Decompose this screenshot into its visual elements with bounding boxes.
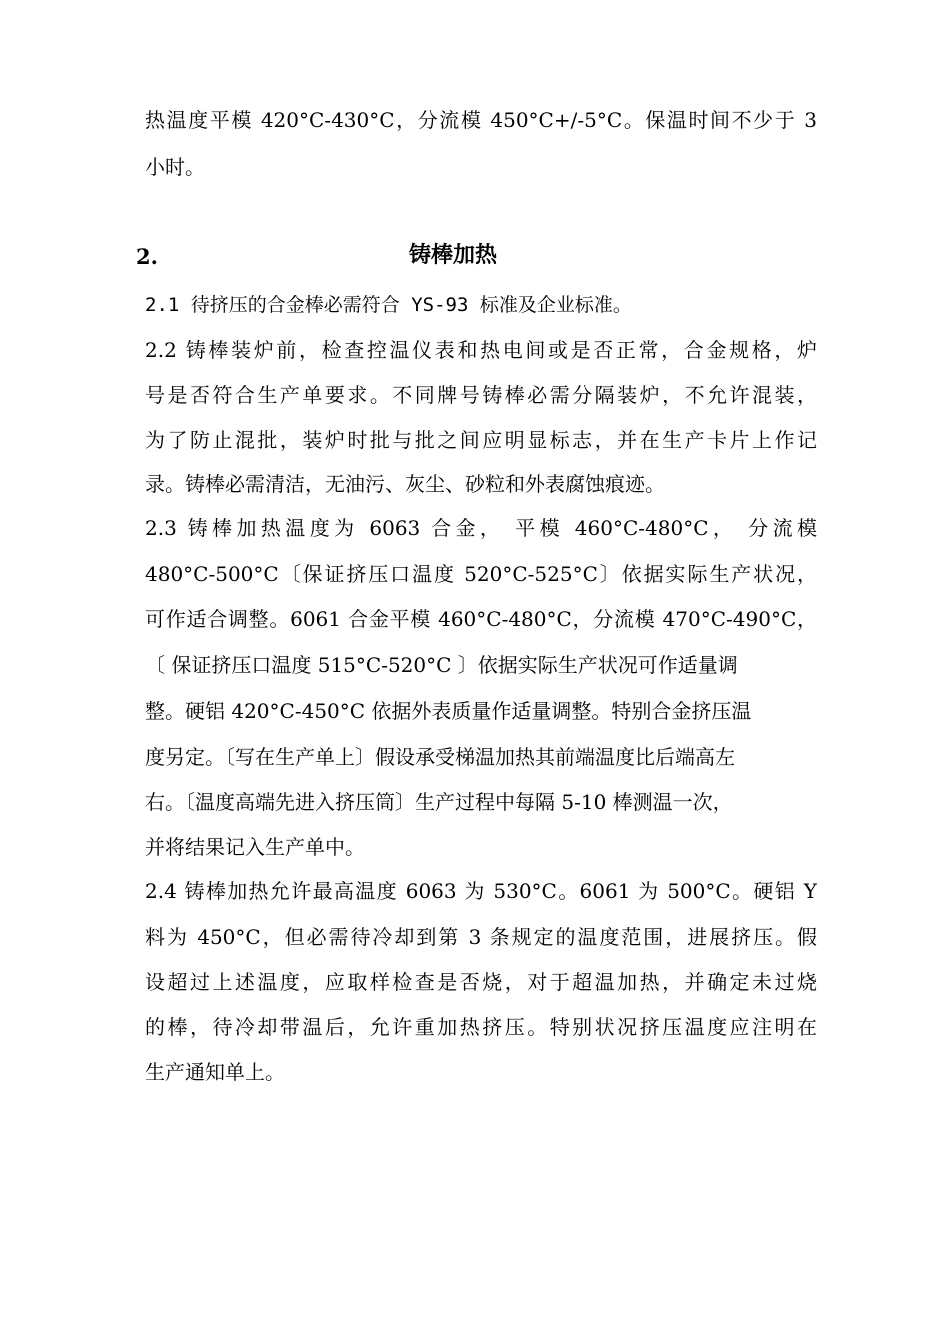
clause-2-2-line-2: 号是否符合生产单要求。不同牌号铸棒必需分隔装炉，不允许混装，: [145, 383, 817, 407]
section-number: 2.: [136, 244, 158, 269]
intro-line-1: 热温度平模 420°C-430°C，分流模 450°C+/-5°C。保温时间不少于 3: [145, 108, 817, 132]
clause-2-2-line-4: 录。铸棒必需清洁，无油污、灰尘、砂粒和外表腐蚀痕迹。: [145, 472, 665, 496]
section-title: 铸棒加热: [409, 243, 498, 268]
clause-2-3-line-6: 度另定。〔写在生产单上〕假设承受梯温加热其前端温度比后端高左: [145, 745, 735, 769]
clause-2-4-line-1: 2.4 铸棒加热允许最高温度 6063 为 530°C。6061 为 500°C。硬铝 Y: [145, 879, 817, 903]
clause-2-3-line-3: 可作适合调整。6061 合金平模 460°C-480°C，分流模 470°C-490°C，: [145, 607, 817, 631]
clause-2-4-line-3: 设超过上述温度，应取样检查是否烧，对于超温加热，并确定未过烧: [145, 970, 817, 994]
clause-2-1: 2.1 待挤压的合金棒必需符合 YS-93 标准及企业标准。: [145, 294, 632, 316]
clause-2-3-line-1: 2.3 铸棒加热温度为 6063 合金， 平模 460°C-480°C， 分流模: [145, 516, 817, 540]
clause-2-4-line-5: 生产通知单上。: [145, 1060, 285, 1084]
clause-2-3-line-7: 右。〔温度高端先进入挤压筒〕生产过程中每隔 5-10 棒测温一次，: [145, 790, 733, 814]
clause-2-2-line-1: 2.2 铸棒装炉前，检查控温仪表和热电间或是否正常，合金规格，炉: [145, 338, 817, 362]
clause-2-4-line-2: 料为 450°C，但必需待冷却到第 3 条规定的温度范围，进展挤压。假: [145, 925, 817, 949]
clause-2-3-line-5: 整。硬铝 420°C-450°C 依据外表质量作适量调整。特别合金挤压温: [145, 699, 752, 723]
intro-line-2: 小时。: [145, 155, 205, 179]
clause-2-4-line-4: 的棒，待冷却带温后，允许重加热挤压。特别状况挤压温度应注明在: [145, 1015, 817, 1039]
clause-2-3-line-4: 〔 保证挤压口温度 515°C-520°C 〕依据实际生产状况可作适量调: [145, 653, 738, 677]
clause-2-3-line-8: 并将结果记入生产单中。: [145, 835, 365, 859]
clause-2-3-line-2: 480°C-500°C〔保证挤压口温度 520°C-525°C〕依据实际生产状况，: [145, 562, 817, 586]
clause-2-2-line-3: 为了防止混批，装炉时批与批之间应明显标志，并在生产卡片上作记: [145, 428, 817, 452]
